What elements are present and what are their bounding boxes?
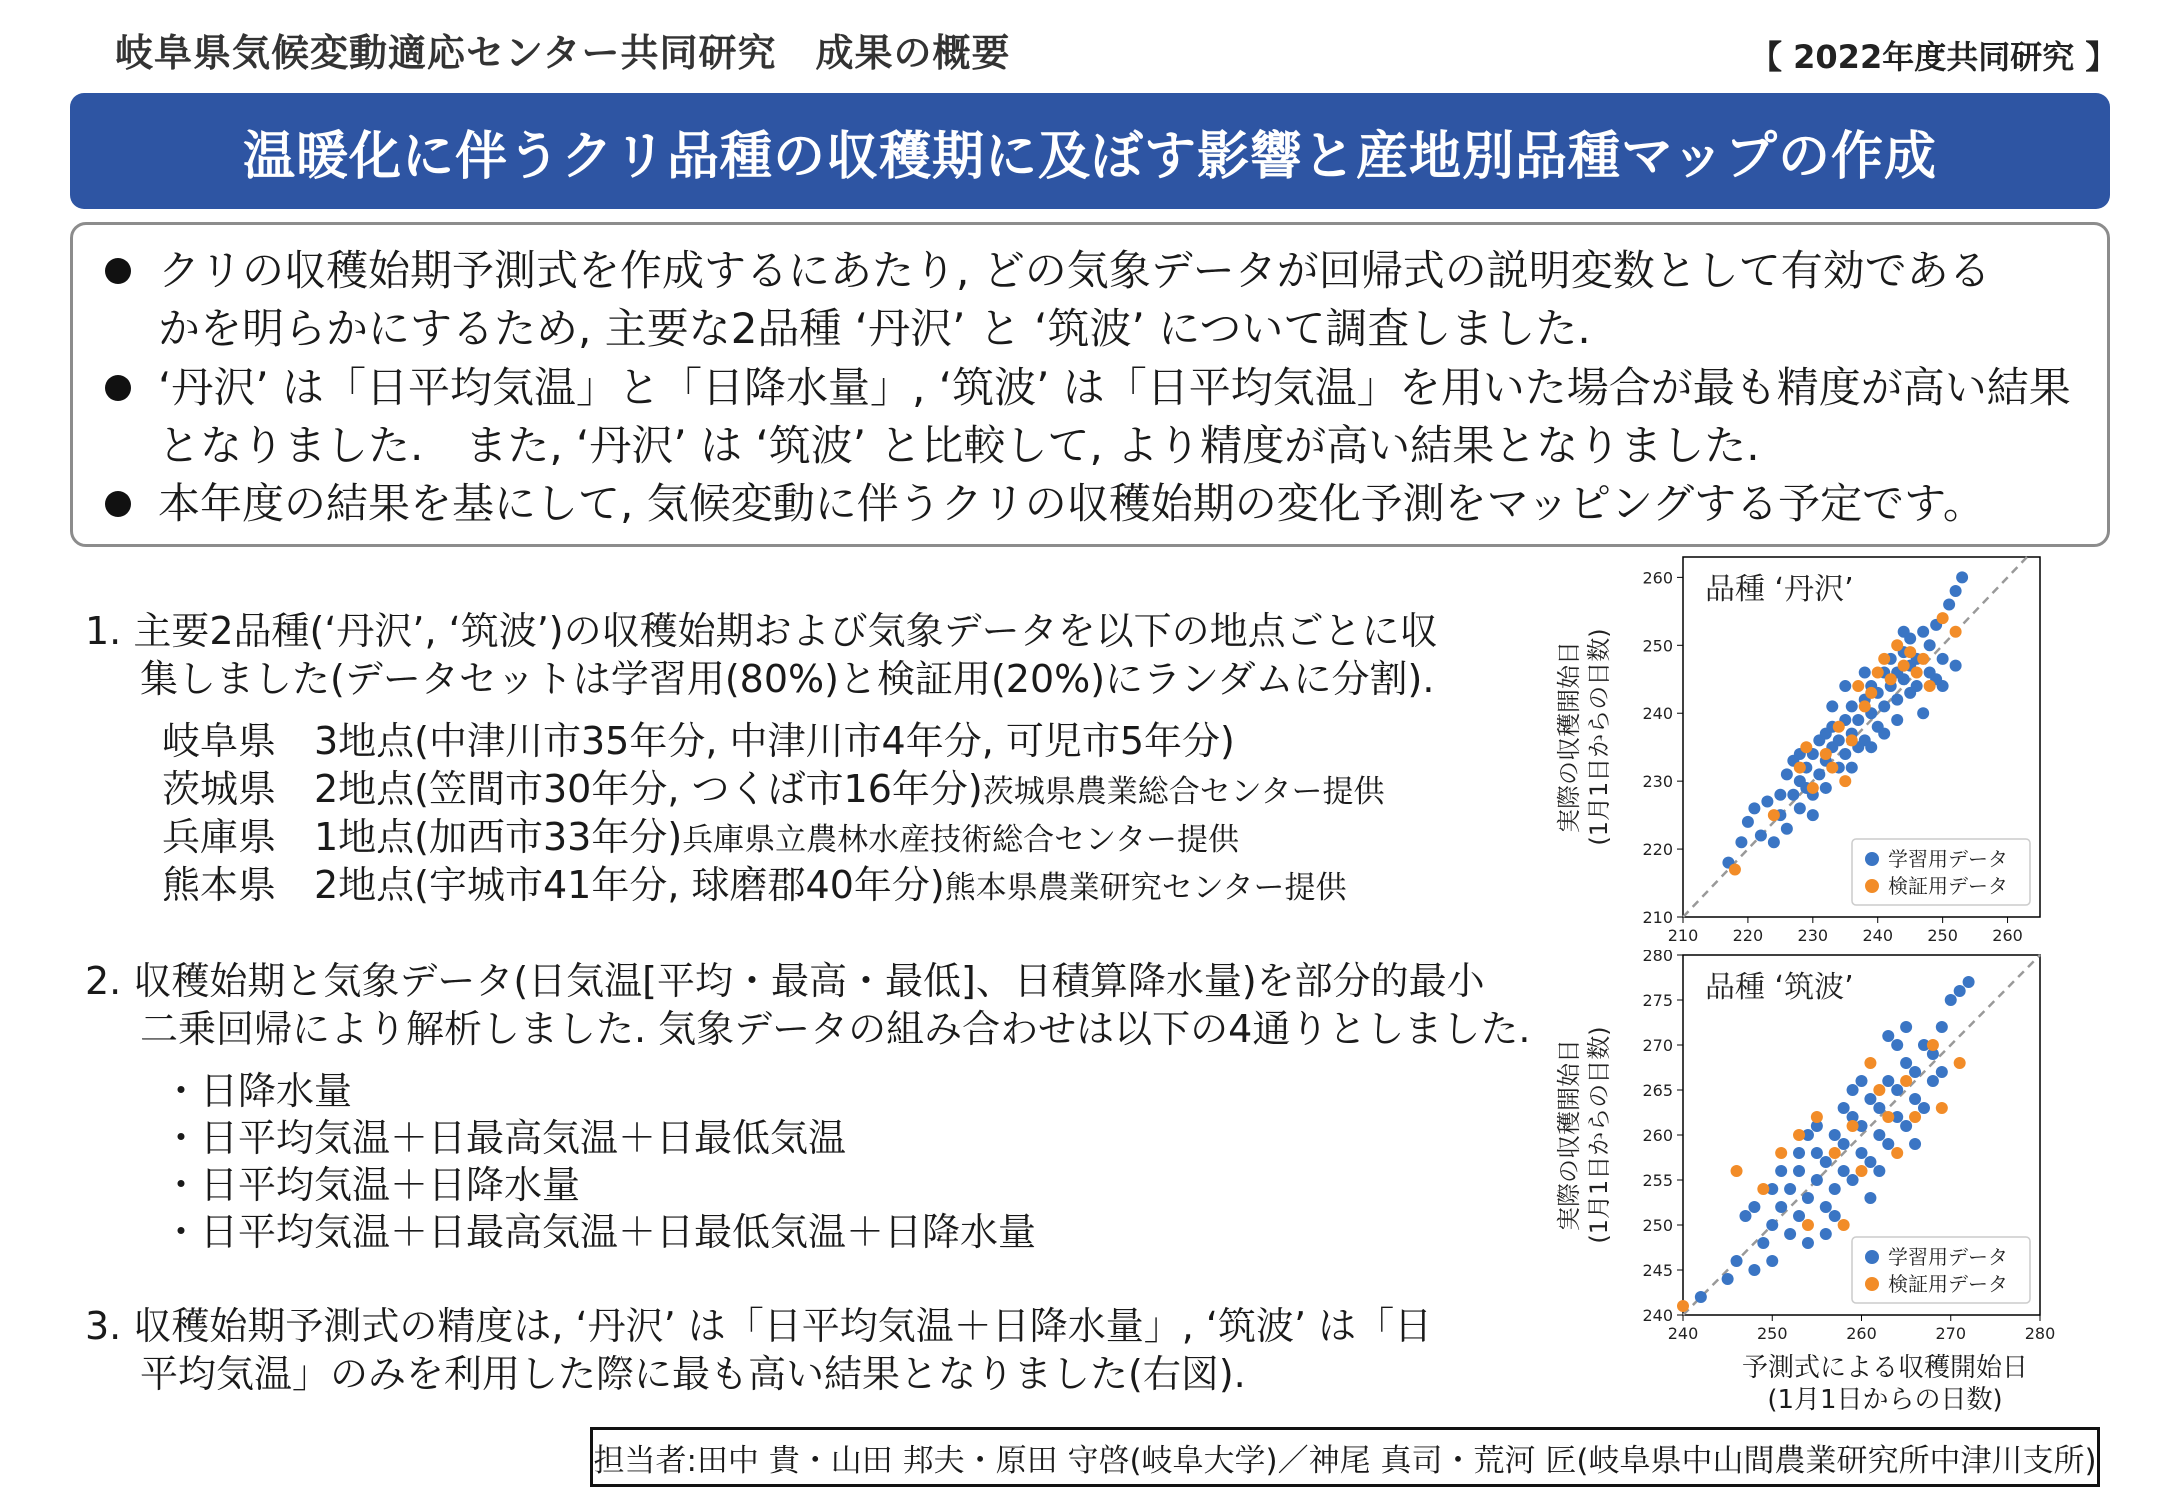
data-point: [1859, 700, 1871, 712]
data-point: [1909, 1138, 1921, 1150]
data-point: [1864, 1093, 1876, 1105]
data-point: [1793, 1129, 1805, 1141]
data-point: [1882, 1111, 1894, 1123]
data-point: [1838, 1102, 1850, 1114]
data-point: [1882, 1030, 1894, 1042]
data-point: [1900, 1120, 1912, 1132]
summary-line: クリの収穫始期予測式を作成するにあたり, どの気象データが回帰式の説明変数として有効である: [158, 246, 1991, 295]
data-point: [1898, 626, 1910, 638]
y-tick-label: 250: [1642, 1216, 1673, 1235]
figure-xlabel: [1700, 1352, 2070, 1416]
data-point: [1826, 700, 1838, 712]
data-point: [1784, 1183, 1796, 1195]
data-point: [1900, 1057, 1912, 1069]
data-point: [1807, 809, 1819, 821]
site-main: 兵庫県 1地点(加西市33年分): [162, 815, 683, 859]
data-point: [1909, 1093, 1921, 1105]
data-point: [1820, 728, 1832, 740]
data-point: [1838, 1219, 1850, 1231]
data-point: [1748, 1201, 1760, 1213]
y-tick-label: 280: [1642, 950, 1673, 965]
data-point: [1839, 680, 1851, 692]
data-point: [1729, 863, 1741, 875]
data-point: [1820, 1201, 1832, 1213]
data-point: [1838, 1165, 1850, 1177]
data-point: [1937, 612, 1949, 624]
y-axis-label: (1月1日からの日数): [1585, 1026, 1613, 1244]
x-tick-label: 240: [1667, 1324, 1699, 1342]
data-point: [1852, 714, 1864, 726]
data-point: [1924, 680, 1936, 692]
data-point: [1872, 666, 1884, 678]
data-point: [1936, 1102, 1948, 1114]
data-point: [1793, 1147, 1805, 1159]
data-point: [1846, 762, 1858, 774]
xlabel-line2: (1月1日からの日数): [1767, 1385, 2003, 1415]
tsukuba-scatter-chart: [1555, 950, 2055, 1342]
data-point: [1937, 653, 1949, 665]
data-point: [1846, 700, 1858, 712]
site-note: 茨城県農業総合センター提供: [982, 774, 1385, 810]
y-tick-label: 260: [1642, 1126, 1673, 1145]
summary-box: [70, 222, 2110, 547]
y-tick-label: 220: [1642, 840, 1673, 860]
x-tick-label: 260: [1846, 1324, 1877, 1342]
data-point: [1864, 1192, 1876, 1204]
data-point: [1748, 802, 1760, 814]
legend-marker: [1865, 879, 1879, 893]
data-point: [1891, 639, 1903, 651]
y-axis-label: (1月1日からの日数): [1585, 628, 1613, 846]
data-point: [1677, 1300, 1689, 1312]
data-point: [1802, 1219, 1814, 1231]
y-tick-label: 240: [1642, 1306, 1673, 1325]
xlabel-line1: 予測式による収穫開始日: [1741, 1353, 2028, 1383]
data-point: [1802, 1237, 1814, 1249]
data-point: [1722, 1273, 1734, 1285]
item3-line1: 3. 収穫始期予測式の精度は, ‘丹沢’ は「日平均気温＋日降水量」, ‘筑波’ は「日: [85, 1304, 1433, 1348]
data-point: [1909, 1111, 1921, 1123]
y-tick-label: 245: [1642, 1261, 1673, 1280]
data-point: [1917, 707, 1929, 719]
data-point: [1954, 1057, 1966, 1069]
item2-line2: 二乗回帰により解析しました. 気象データの組み合わせは以下の4通りとしました.: [140, 1007, 1531, 1051]
legend-marker: [1865, 1277, 1879, 1291]
legend-label: 検証用データ: [1888, 874, 2008, 898]
site-hyogo: [162, 806, 1239, 861]
data-point: [1918, 1102, 1930, 1114]
bullet-icon: [105, 491, 131, 517]
data-point: [1781, 768, 1793, 780]
data-point: [1829, 1210, 1841, 1222]
data-point: [1811, 1147, 1823, 1159]
legend-label: 学習用データ: [1888, 847, 2008, 871]
y-tick-label: 240: [1642, 704, 1673, 724]
data-point: [1826, 762, 1838, 774]
data-point: [1847, 1174, 1859, 1186]
data-point: [1856, 1147, 1868, 1159]
data-point: [1838, 1138, 1850, 1150]
legend-marker: [1865, 1250, 1879, 1264]
data-point: [1807, 782, 1819, 794]
data-point: [1873, 1102, 1885, 1114]
data-point: [1793, 1210, 1805, 1222]
data-point: [1757, 1183, 1769, 1195]
data-point: [1856, 1075, 1868, 1087]
x-tick-label: 250: [1756, 1324, 1788, 1342]
data-point: [1731, 1255, 1743, 1267]
data-point: [1794, 762, 1806, 774]
data-point: [1846, 734, 1858, 746]
data-point: [1956, 571, 1968, 583]
page-title: 温暖化に伴うクリ品種の収穫期に及ぼす影響と産地別品種マップの作成: [243, 126, 1937, 187]
data-point: [1787, 789, 1799, 801]
site-main: 茨城県 2地点(笠間市30年分, つくば市16年分): [162, 767, 983, 811]
data-point: [1904, 646, 1916, 658]
data-point: [1927, 1075, 1939, 1087]
data-point: [1755, 829, 1767, 841]
data-point: [1891, 1084, 1903, 1096]
x-tick-label: 260: [1992, 926, 2023, 945]
bullet-icon: [105, 258, 131, 284]
x-tick-label: 240: [1862, 926, 1894, 945]
site-note: 兵庫県立農林水産技術総合センター提供: [682, 822, 1239, 858]
data-point: [1811, 1111, 1823, 1123]
item1-line2: 集しました(データセットは学習用(80%)と検証用(20%)にランダムに分割).: [140, 657, 1435, 701]
legend-marker: [1865, 852, 1879, 866]
legend-label: 学習用データ: [1888, 1245, 2008, 1269]
footer-credits: 担当者:田中 貴・山田 邦夫・原田 守啓(岐阜大学)／神尾 真司・荒河 匠(岐阜県中山間農業研究所中津川支所): [590, 1427, 2100, 1487]
data-point: [1761, 796, 1773, 808]
data-point: [1878, 728, 1890, 740]
data-point: [1963, 976, 1975, 988]
x-tick-label: 270: [1935, 1324, 1967, 1342]
y-tick-label: 270: [1642, 1036, 1673, 1055]
data-point: [1794, 802, 1806, 814]
combo-item: ・日平均気温＋日最高気温＋日最低気温: [162, 1116, 847, 1160]
data-point: [1911, 666, 1923, 678]
y-tick-label: 250: [1642, 636, 1673, 656]
data-point: [1859, 666, 1871, 678]
summary-line: ‘丹沢’ は「日平均気温」と「日降水量」, ‘筑波’ は「日平均気温」を用いた場合が最も精度が高い結果: [158, 363, 2071, 412]
tanzawa-scatter-chart: [1555, 555, 2055, 945]
data-point: [1936, 1066, 1948, 1078]
data-point: [1878, 653, 1890, 665]
combo-item: ・日平均気温＋日最高気温＋日最低気温＋日降水量: [162, 1210, 1037, 1254]
x-tick-label: 280: [2024, 1324, 2055, 1342]
data-point: [1695, 1291, 1707, 1303]
site-main: 岐阜県 3地点(中津川市35年分, 中津川市4年分, 可児市5年分): [162, 719, 1235, 763]
site-gifu: [162, 710, 1235, 765]
data-point: [1891, 1147, 1903, 1159]
data-point: [1735, 836, 1747, 848]
data-point: [1833, 721, 1845, 733]
data-point: [1775, 1147, 1787, 1159]
data-point: [1774, 789, 1786, 801]
data-point: [1898, 673, 1910, 685]
data-point: [1891, 1039, 1903, 1051]
data-point: [1936, 1021, 1948, 1033]
data-point: [1839, 748, 1851, 760]
y-axis-label: 実際の収穫開始日: [1555, 641, 1583, 833]
x-tick-label: 220: [1732, 926, 1764, 945]
y-tick-label: 260: [1642, 568, 1673, 588]
data-point: [1820, 1228, 1832, 1240]
data-point: [1865, 741, 1877, 753]
data-point: [1775, 1201, 1787, 1213]
data-point: [1909, 1066, 1921, 1078]
data-point: [1891, 714, 1903, 726]
chart-title: 品種 ‘筑波’: [1705, 970, 1854, 1005]
data-point: [1813, 768, 1825, 780]
data-point: [1873, 1129, 1885, 1141]
y-tick-label: 275: [1642, 991, 1673, 1010]
data-point: [1917, 653, 1929, 665]
data-point: [1731, 1165, 1743, 1177]
data-point: [1820, 1156, 1832, 1168]
data-point: [1950, 660, 1962, 672]
data-point: [1748, 1264, 1760, 1276]
data-point: [1775, 1165, 1787, 1177]
data-point: [1847, 1120, 1859, 1132]
data-point: [1943, 599, 1955, 611]
data-point: [1847, 1084, 1859, 1096]
y-tick-label: 265: [1642, 1081, 1673, 1100]
data-point: [1742, 816, 1754, 828]
data-point: [1852, 680, 1864, 692]
chart-title: 品種 ‘丹沢’: [1705, 572, 1854, 607]
data-point: [1800, 741, 1812, 753]
bullet-icon: [105, 375, 131, 401]
item3-line2: 平均気温」のみを利用した際に最も高い結果となりました(右図).: [140, 1352, 1246, 1396]
data-point: [1885, 673, 1897, 685]
data-point: [1829, 1147, 1841, 1159]
data-point: [1802, 1192, 1814, 1204]
title-bar: [70, 93, 2110, 209]
summary-line: となりました. また, ‘丹沢’ は ‘筑波’ と比較して, より精度が高い結果となりました.: [158, 421, 1760, 470]
data-point: [1757, 1237, 1769, 1249]
data-point: [1891, 694, 1903, 706]
data-point: [1768, 809, 1780, 821]
data-point: [1739, 1210, 1751, 1222]
data-point: [1820, 748, 1832, 760]
site-kumamoto: [162, 854, 1346, 909]
data-point: [1833, 734, 1845, 746]
y-tick-label: 255: [1642, 1171, 1673, 1190]
data-point: [1950, 626, 1962, 638]
data-point: [1811, 1174, 1823, 1186]
data-point: [1904, 687, 1916, 699]
header-year: 【 2022年度共同研究 】: [1750, 38, 2118, 76]
site-ibaraki: [162, 758, 1384, 813]
data-point: [1793, 1165, 1805, 1177]
data-point: [1839, 775, 1851, 787]
data-point: [1900, 1021, 1912, 1033]
x-tick-label: 210: [1667, 926, 1699, 945]
data-point: [1917, 626, 1929, 638]
x-tick-label: 230: [1797, 926, 1829, 945]
data-point: [1829, 1129, 1841, 1141]
data-point: [1820, 782, 1832, 794]
y-axis-label: 実際の収穫開始日: [1555, 1039, 1583, 1231]
data-point: [1898, 660, 1910, 672]
y-tick-label: 230: [1642, 772, 1673, 792]
data-point: [1873, 1084, 1885, 1096]
data-point: [1781, 823, 1793, 835]
site-main: 熊本県 2地点(宇城市41年分, 球磨郡40年分): [162, 863, 945, 907]
data-point: [1950, 585, 1962, 597]
data-point: [1864, 1156, 1876, 1168]
data-point: [1882, 1138, 1894, 1150]
summary-line: 本年度の結果を基にして, 気候変動に伴うクリの収穫始期の変化予測をマッピングする予定です。: [158, 479, 1985, 528]
data-point: [1856, 1165, 1868, 1177]
y-tick-label: 210: [1642, 908, 1673, 927]
data-point: [1927, 1039, 1939, 1051]
data-point: [1924, 639, 1936, 651]
combo-item: ・日降水量: [162, 1069, 353, 1113]
site-note: 熊本県農業研究センター提供: [944, 870, 1347, 906]
legend-label: 検証用データ: [1888, 1272, 2008, 1296]
data-point: [1954, 985, 1966, 997]
header-title: 岐阜県気候変動適応センター共同研究 成果の概要: [115, 31, 1011, 75]
data-point: [1784, 1228, 1796, 1240]
summary-line: かを明らかにするため, 主要な2品種 ‘丹沢’ と ‘筑波’ について調査しました.: [158, 304, 1591, 353]
data-point: [1865, 687, 1877, 699]
data-point: [1829, 1183, 1841, 1195]
data-point: [1900, 1075, 1912, 1087]
item1-line1: 1. 主要2品種(‘丹沢’, ‘筑波’)の収穫始期および気象データを以下の地点ごとに収: [85, 609, 1438, 653]
data-point: [1864, 1057, 1876, 1069]
item2-line1: 2. 収穫始期と気象データ(日気温[平均・最高・最低]、日積算降水量)を部分的最小: [85, 959, 1485, 1003]
data-point: [1766, 1255, 1778, 1267]
data-point: [1873, 1165, 1885, 1177]
data-point: [1882, 1075, 1894, 1087]
data-point: [1878, 700, 1890, 712]
data-point: [1945, 994, 1957, 1006]
data-point: [1766, 1219, 1778, 1231]
data-point: [1768, 836, 1780, 848]
combo-item: ・日平均気温＋日降水量: [162, 1163, 581, 1207]
x-tick-label: 250: [1927, 926, 1958, 945]
